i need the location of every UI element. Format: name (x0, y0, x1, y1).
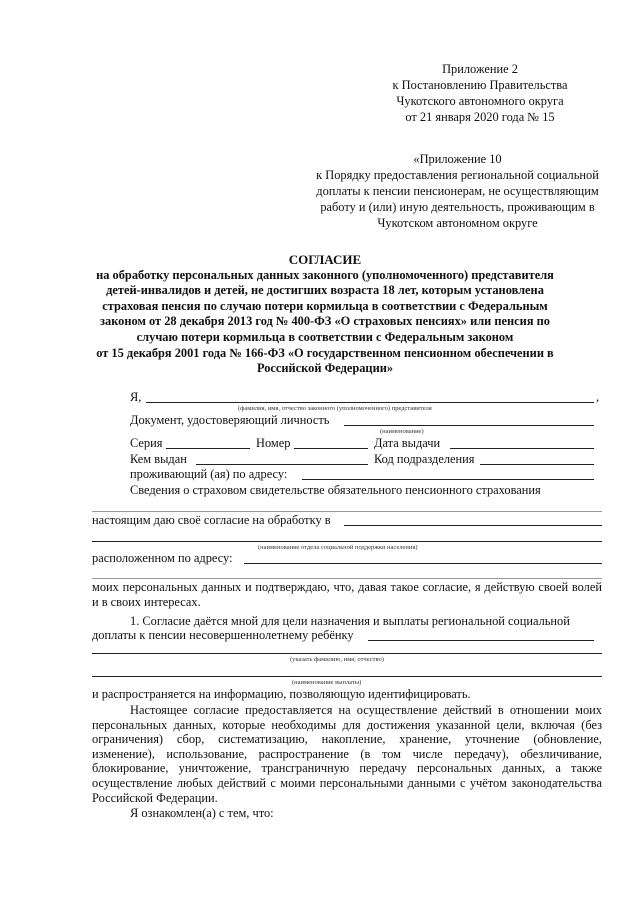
appendix10-line-1: «Приложение 10 (413, 152, 502, 166)
series-field[interactable] (166, 448, 250, 449)
title-line-3: страховая пенсия по случаю потери кормильца в соответствии с Федеральным (102, 298, 548, 313)
title-line-7: Российской Федерации» (256, 361, 394, 376)
dept-field[interactable] (344, 525, 602, 526)
appendix10-header (305, 151, 610, 231)
doc-field[interactable] (344, 425, 594, 426)
child-hint: (указать фамилию, имя, отчество) (290, 656, 384, 663)
appendix10-line-3: доплаты к пенсии пенсионерам, не осуществляющим (316, 184, 599, 198)
series-label: Серия (130, 436, 163, 450)
paragraph-2b: доплаты к пенсии несовершеннолетнему ребёнку (92, 628, 354, 642)
number-field[interactable] (294, 448, 368, 449)
dept-field-2[interactable] (92, 541, 602, 542)
number-label: Номер (256, 436, 291, 450)
fio-hint: (фамилия, имя, отчество законного (уполномоченного) представителя (238, 405, 432, 412)
title-line-1: на обработку персональных данных законного (уполномоченного) представителя (96, 267, 554, 282)
appendix-line-2: к Постановлению Правительства (392, 78, 568, 92)
appendix10-line-5: Чукотском автономном округе (377, 216, 538, 230)
payment-field[interactable] (92, 676, 602, 677)
ya-label: Я, (130, 390, 142, 404)
doc-label: Документ, удостоверяющий личность (130, 413, 330, 427)
issue-date-field[interactable] (450, 448, 594, 449)
document-title (60, 252, 590, 377)
title-main: СОГЛАСИЕ (288, 252, 362, 267)
appendix-line-4: от 21 января 2020 года № 15 (405, 110, 555, 124)
paragraph-4: Настоящее согласие предоставляется на осуществление действий в отношении моих персональных данных, которые необходимы для достижения указанной цели, включая (без ограничения) сбор, систематизацию, накопление, хранение, уточнение (обновление, изменение), использование, распространение (в том числе передачу), обезличивание, блокирование, уничтожение, трансграничную передачу персональных данных, а также осуществление любых действий с моими персональными данными с учётом законодательства Российской Федерации. (92, 703, 602, 805)
child-field[interactable] (368, 640, 594, 641)
paragraph-1: моих персональных данных и подтверждаю, что, давая такое согласие, я действую своей волей и в своих интересах. (92, 580, 602, 609)
appendix10-line-2: к Порядку предоставления региональной социальной (316, 168, 599, 182)
dept-hint: (наименование отдела социальной поддержки населения) (258, 544, 418, 551)
fio-comma: , (596, 390, 600, 404)
appendix-header (360, 61, 600, 125)
doc-hint: (наименование) (380, 428, 424, 435)
appendix-line-1: Приложение 2 (442, 62, 518, 76)
consent-to-label: настоящим даю своё согласие на обработку в (92, 513, 331, 527)
title-line-5: случаю потери кормильца в соответствии с Федеральным законом (136, 329, 514, 344)
located-field-2[interactable] (92, 578, 602, 579)
paragraph-5: Я ознакомлен(а) с тем, что: (130, 806, 274, 820)
snils-field[interactable] (92, 511, 602, 512)
child-field-2[interactable] (92, 653, 602, 654)
paragraph-3: и распространяется на информацию, позволяющую идентифицировать. (92, 687, 471, 701)
title-line-2: детей-инвалидов и детей, не достигших возраста 18 лет, которым установлена (106, 283, 544, 298)
issued-by-field[interactable] (196, 464, 368, 465)
payment-hint: (наименование выплаты) (292, 679, 362, 686)
address-field[interactable] (302, 479, 594, 480)
located-label: расположенном по адресу: (92, 551, 233, 565)
dept-code-field[interactable] (480, 464, 594, 465)
snils-label: Сведения о страховом свидетельстве обязательного пенсионного страхования (130, 483, 541, 497)
appendix-line-3: Чукотского автономного округа (396, 94, 564, 108)
appendix10-line-4: работу и (или) иную деятельность, проживающим в (320, 200, 595, 214)
title-line-6: от 15 декабря 2001 года № 166-ФЗ «О государственном пенсионном обеспечении в (96, 345, 554, 360)
fio-field[interactable] (146, 402, 594, 403)
located-field[interactable] (244, 563, 602, 564)
dept-code-label: Код подразделения (374, 452, 475, 466)
paragraph-2a: 1. Согласие даётся мной для цели назначения и выплаты региональной социальной (130, 614, 570, 628)
title-line-4: законом от 28 декабря 2013 год № 400-ФЗ «О страховых пенсиях» или пенсия по (100, 314, 550, 329)
issue-date-label: Дата выдачи (374, 436, 441, 450)
residing-label: проживающий (ая) по адресу: (130, 467, 288, 481)
issued-by-label: Кем выдан (130, 452, 187, 466)
